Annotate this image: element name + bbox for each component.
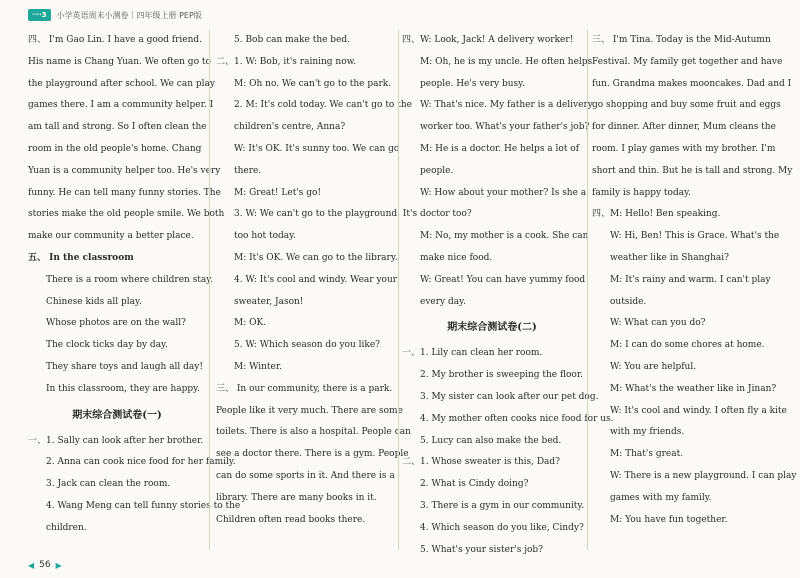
answer-line: fun. Grandma makes mooncakes. Dad and I [592, 78, 792, 89]
book-title: 小学英语周末小测卷｜四年级上册 PEP版 [56, 10, 202, 20]
answer-line: outside. [610, 296, 647, 307]
answer-line: room in the old people's home. Chang [28, 143, 202, 154]
answer-line: 4. My mother often cooks nice food for us. [420, 413, 614, 424]
answer-line: M: Winter. [234, 361, 282, 372]
answer-line: M: I can do some chores at home. [610, 340, 765, 351]
answer-line: 4. Wang Meng can tell funny stories to the [46, 500, 241, 511]
answer-line: 三、 In our community, there is a park. [216, 383, 393, 394]
answer-line: go shopping and buy some fruit and eggs [592, 100, 781, 111]
answer-line: 2. Anna can cook nice food for her family. [46, 457, 236, 468]
answer-line: 5. W: Which season do you like? [234, 340, 380, 351]
answer-line: every day. [420, 296, 466, 307]
answer-line: W: You are helpful. [610, 361, 697, 372]
answer-line: W: Great! You can have yummy food [420, 274, 586, 285]
answer-line: Chinese kids all play. [46, 296, 142, 307]
answer-line: Festival. My family get together and have [592, 56, 783, 67]
answer-line: 4. W: It's cool and windy. Wear your [234, 274, 398, 285]
answer-line: 一、1. Sally can look after her brother. [28, 435, 204, 446]
answer-line: make nice food. [420, 252, 493, 263]
answer-line: 5. What's your sister's job? [420, 544, 544, 555]
answer-line: M: Great! Let's go! [234, 187, 322, 198]
answer-line: children. [46, 522, 87, 533]
answer-line: 5. Lucy can also make the bed. [420, 435, 562, 446]
answer-line: toilets. There is also a hospital. People can [216, 427, 411, 438]
answer-line: the playground after school. We can play [28, 78, 215, 89]
column-2 [216, 30, 418, 531]
answer-line: W: That's nice. My father is a delivery [420, 100, 593, 111]
answer-line: games with my family. [610, 492, 712, 503]
answer-line: stories make the old people smile. We both [28, 209, 225, 220]
answer-line: family is happy today. [592, 187, 691, 198]
answer-line: M: That's great. [610, 449, 684, 460]
answer-line: for dinner. After dinner, Mum cleans the [592, 122, 776, 133]
answer-line: can do some sports in it. And there is a [216, 470, 395, 481]
answer-line: 三、 I'm Tina. Today is the Mid-Autumn [592, 35, 771, 45]
answer-line: there. [234, 165, 262, 176]
answer-line: make our community a better place. [28, 231, 194, 242]
answer-line: people. [420, 165, 454, 176]
answer-line: M: You have fun together. [610, 514, 728, 525]
answer-line: M: What's the weather like in Jinan? [610, 383, 777, 394]
answer-line: 二、1. Whose sweater is this, Dad? [402, 457, 560, 468]
page-footer [28, 560, 62, 570]
answer-line: In this classroom, they are happy. [46, 383, 200, 394]
answer-line: 二、1. W: Bob, it's raining now. [216, 56, 357, 67]
prev-triangle-icon: ◀ [28, 560, 35, 570]
answer-line: M: It's OK. We can go to the library. [234, 252, 398, 263]
column-divider [398, 30, 399, 550]
answer-line: 2. M: It's cold today. We can't go to the [234, 100, 412, 111]
answer-line: see a doctor there. There is a gym. People [216, 449, 409, 460]
answer-line: 3. My sister can look after our pet dog. [420, 391, 599, 402]
answer-line: funny. He can tell many funny stories. The [28, 187, 221, 198]
answer-line: children's centre, Anna? [234, 122, 346, 133]
answer-line: 2. What is Cindy doing? [420, 479, 529, 490]
column-3 [402, 30, 614, 561]
answer-line: 四、M: Hello! Ben speaking. [592, 209, 721, 220]
section-heading: 期末综合测试卷(一) [72, 409, 162, 421]
answer-line: Yuan is a community helper too. He's very [28, 165, 221, 176]
answer-line: M: OK. [234, 318, 267, 329]
answer-line: M: It's rainy and warm. I can't play [610, 274, 771, 285]
answer-line: Whose photos are on the wall? [46, 318, 186, 329]
answer-line: doctor too? [420, 209, 472, 220]
answer-line: people. He's very busy. [420, 78, 525, 89]
section-heading: 期末综合测试卷(二) [447, 322, 537, 334]
answer-line: room. I play games with my brother. I'm [592, 143, 776, 154]
column-divider [209, 30, 210, 550]
answer-line: 2. My brother is sweeping the floor. [420, 370, 583, 381]
answer-line: The clock ticks day by day. [46, 340, 168, 351]
column-4 [592, 30, 797, 531]
column-1 [28, 30, 241, 540]
answer-line: library. There are many books in it. [216, 492, 377, 503]
page-number: 56 [39, 560, 51, 570]
answer-line: 五、 In the classroom [28, 252, 134, 263]
series-badge: 一·3 [28, 9, 51, 21]
answer-line: 四、 I'm Gao Lin. I have a good friend. [28, 35, 203, 45]
answer-line: W: It's OK. It's sunny too. We can go [234, 143, 400, 154]
column-divider [587, 30, 588, 550]
answer-line: M: He is a doctor. He helps a lot of [420, 143, 580, 154]
answer-line: short and thin. But he is tall and strong. My [592, 165, 793, 176]
answer-line: W: What can you do? [610, 318, 706, 329]
answer-line: sweater, Jason! [234, 296, 304, 307]
answer-line: too hot today. [234, 231, 296, 242]
next-triangle-icon: ▶ [55, 560, 62, 570]
page-header [28, 8, 202, 22]
answer-line: worker too. What's your father's job? [420, 122, 590, 133]
answer-line: Children often read books there. [216, 514, 366, 525]
answer-line: 四、W: Look, Jack! A delivery worker! [402, 35, 574, 45]
answer-line: 4. Which season do you like, Cindy? [420, 522, 584, 533]
answer-line: They share toys and laugh all day! [46, 361, 203, 372]
answer-line: W: It's cool and windy. I often fly a kite [610, 405, 787, 416]
answer-line: weather like in Shanghai? [610, 252, 729, 263]
answer-line: His name is Chang Yuan. We often go to [28, 56, 211, 67]
answer-line: 一、1. Lily can clean her room. [402, 348, 543, 359]
answer-line: W: How about your mother? Is she a [420, 187, 587, 198]
answer-line: 3. There is a gym in our community. [420, 500, 585, 511]
answer-line: People like it very much. There are some [216, 405, 403, 416]
answer-line: W: There is a new playground. I can play [610, 470, 797, 481]
answer-line: M: No, my mother is a cook. She can [420, 231, 589, 242]
answer-line: with my friends. [610, 427, 685, 438]
answer-line: am tall and strong. So I often clean the [28, 122, 207, 133]
answer-line: M: Oh no. We can't go to the park. [234, 78, 392, 89]
answer-line: M: Oh, he is my uncle. He often helps [420, 56, 593, 67]
answer-line: There is a room where children stay. [46, 274, 214, 285]
answer-line: games there. I am a community helper. I [28, 100, 214, 111]
answer-line: 3. Jack can clean the room. [46, 479, 171, 490]
answer-line: 5. Bob can make the bed. [234, 35, 351, 45]
answer-line: 3. W: We can't go to the playground. It's [234, 209, 418, 220]
answer-line: W: Hi, Ben! This is Grace. What's the [610, 231, 780, 242]
